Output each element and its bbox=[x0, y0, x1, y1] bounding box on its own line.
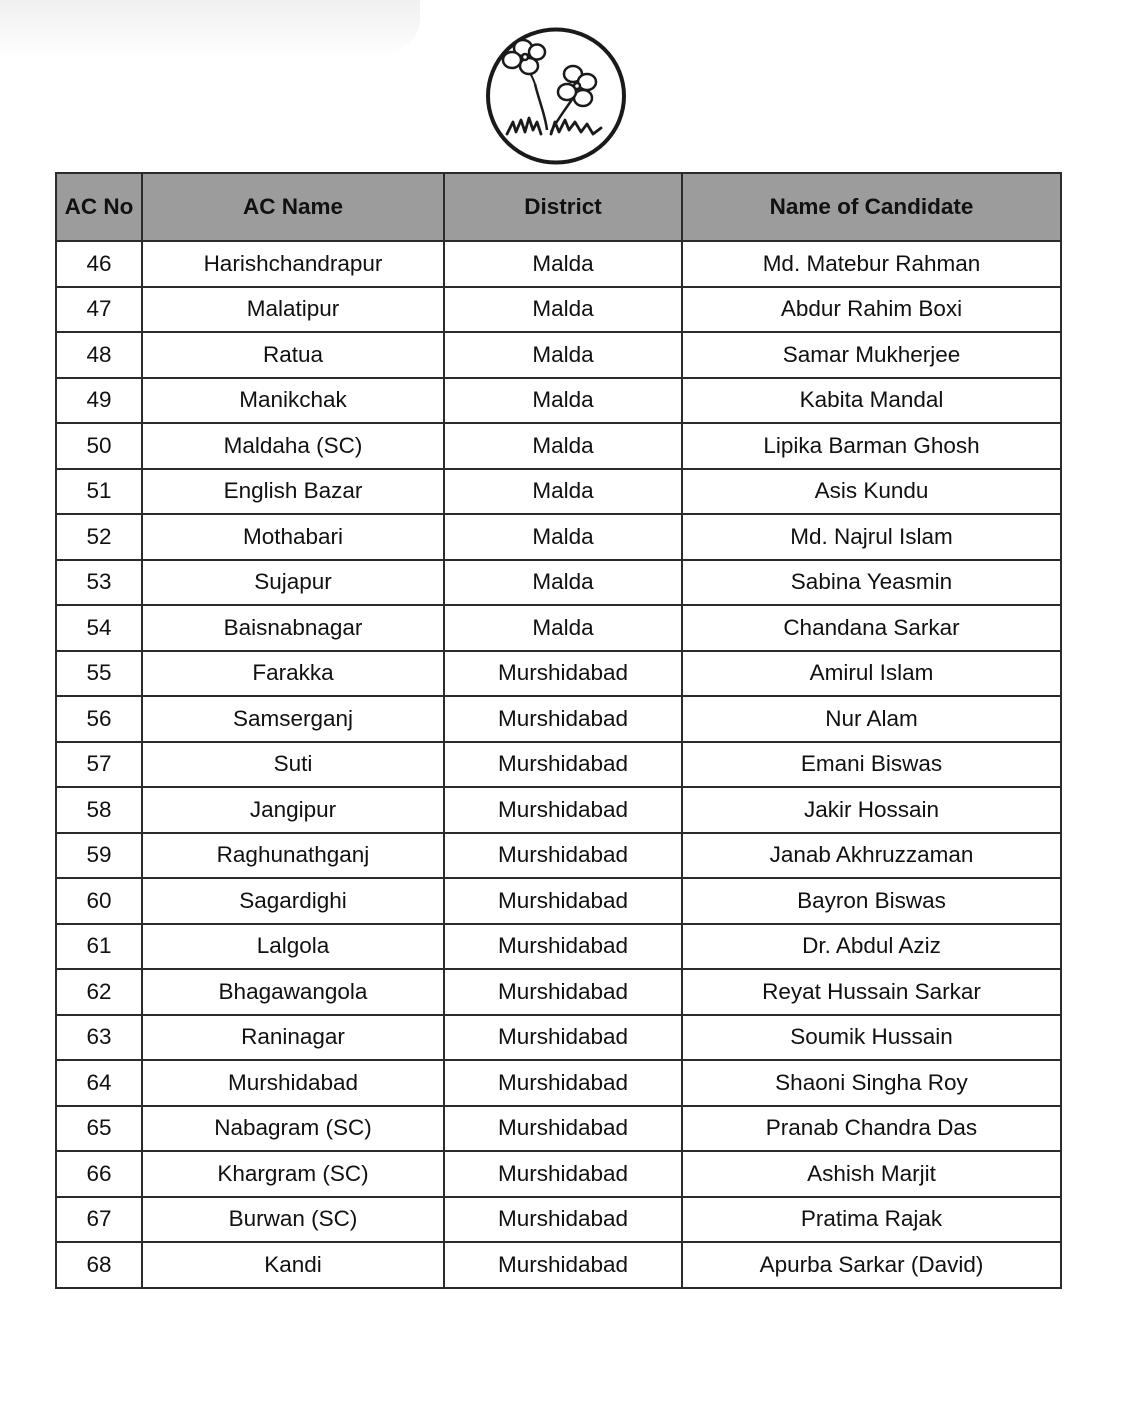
cell-district: Murshidabad bbox=[444, 787, 682, 833]
cell-ac-no: 52 bbox=[56, 514, 142, 560]
table-row bbox=[56, 332, 1061, 378]
cell-district: Murshidabad bbox=[444, 1151, 682, 1197]
cell-ac-name: Sujapur bbox=[142, 560, 444, 606]
cell-ac-no: 47 bbox=[56, 287, 142, 333]
cell-ac-no: 48 bbox=[56, 332, 142, 378]
cell-ac-name: Sagardighi bbox=[142, 878, 444, 924]
cell-district: Malda bbox=[444, 469, 682, 515]
cell-district: Malda bbox=[444, 605, 682, 651]
table-row bbox=[56, 651, 1061, 697]
table-row bbox=[56, 514, 1061, 560]
cell-district: Murshidabad bbox=[444, 742, 682, 788]
cell-ac-name: Raghunathganj bbox=[142, 833, 444, 879]
cell-district: Murshidabad bbox=[444, 878, 682, 924]
cell-district: Malda bbox=[444, 332, 682, 378]
cell-district: Murshidabad bbox=[444, 1106, 682, 1152]
table-row bbox=[56, 696, 1061, 742]
cell-district: Murshidabad bbox=[444, 1242, 682, 1288]
cell-candidate: Amirul Islam bbox=[682, 651, 1061, 697]
table-row bbox=[56, 1197, 1061, 1243]
cell-ac-no: 53 bbox=[56, 560, 142, 606]
cell-candidate: Md. Matebur Rahman bbox=[682, 241, 1061, 287]
cell-candidate: Abdur Rahim Boxi bbox=[682, 287, 1061, 333]
cell-ac-name: Suti bbox=[142, 742, 444, 788]
table-row bbox=[56, 969, 1061, 1015]
table-row bbox=[56, 1015, 1061, 1061]
cell-candidate: Jakir Hossain bbox=[682, 787, 1061, 833]
cell-candidate: Asis Kundu bbox=[682, 469, 1061, 515]
cell-candidate: Nur Alam bbox=[682, 696, 1061, 742]
cell-candidate: Kabita Mandal bbox=[682, 378, 1061, 424]
cell-ac-no: 61 bbox=[56, 924, 142, 970]
cell-candidate: Reyat Hussain Sarkar bbox=[682, 969, 1061, 1015]
cell-ac-name: Samserganj bbox=[142, 696, 444, 742]
cell-ac-name: Burwan (SC) bbox=[142, 1197, 444, 1243]
cell-ac-name: Manikchak bbox=[142, 378, 444, 424]
cell-ac-name: Harishchandrapur bbox=[142, 241, 444, 287]
cell-candidate: Sabina Yeasmin bbox=[682, 560, 1061, 606]
cell-ac-name: Maldaha (SC) bbox=[142, 423, 444, 469]
cell-candidate: Bayron Biswas bbox=[682, 878, 1061, 924]
cell-district: Murshidabad bbox=[444, 1060, 682, 1106]
table-row bbox=[56, 423, 1061, 469]
cell-district: Murshidabad bbox=[444, 969, 682, 1015]
cell-ac-no: 67 bbox=[56, 1197, 142, 1243]
table-row bbox=[56, 560, 1061, 606]
table-row bbox=[56, 378, 1061, 424]
cell-ac-no: 49 bbox=[56, 378, 142, 424]
cell-ac-name: Farakka bbox=[142, 651, 444, 697]
cell-ac-no: 51 bbox=[56, 469, 142, 515]
cell-ac-no: 59 bbox=[56, 833, 142, 879]
cell-ac-no: 64 bbox=[56, 1060, 142, 1106]
cell-candidate: Pranab Chandra Das bbox=[682, 1106, 1061, 1152]
cell-ac-no: 54 bbox=[56, 605, 142, 651]
cell-candidate: Soumik Hussain bbox=[682, 1015, 1061, 1061]
table-row bbox=[56, 469, 1061, 515]
page-shadow bbox=[0, 0, 420, 60]
cell-candidate: Ashish Marjit bbox=[682, 1151, 1061, 1197]
table-row bbox=[56, 1060, 1061, 1106]
header-district: District bbox=[444, 173, 682, 241]
table-row bbox=[56, 742, 1061, 788]
cell-ac-name: Jangipur bbox=[142, 787, 444, 833]
cell-district: Malda bbox=[444, 378, 682, 424]
cell-ac-no: 60 bbox=[56, 878, 142, 924]
cell-district: Malda bbox=[444, 287, 682, 333]
cell-ac-name: Bhagawangola bbox=[142, 969, 444, 1015]
cell-ac-name: Murshidabad bbox=[142, 1060, 444, 1106]
table-row bbox=[56, 1151, 1061, 1197]
cell-candidate: Janab Akhruzzaman bbox=[682, 833, 1061, 879]
table-row bbox=[56, 605, 1061, 651]
header-candidate: Name of Candidate bbox=[682, 173, 1061, 241]
cell-candidate: Dr. Abdul Aziz bbox=[682, 924, 1061, 970]
cell-ac-name: Raninagar bbox=[142, 1015, 444, 1061]
cell-ac-no: 63 bbox=[56, 1015, 142, 1061]
cell-ac-no: 62 bbox=[56, 969, 142, 1015]
cell-ac-no: 56 bbox=[56, 696, 142, 742]
table-row bbox=[56, 1106, 1061, 1152]
cell-ac-name: Lalgola bbox=[142, 924, 444, 970]
cell-candidate: Shaoni Singha Roy bbox=[682, 1060, 1061, 1106]
cell-ac-no: 58 bbox=[56, 787, 142, 833]
grass-flower-emblem-icon bbox=[485, 26, 627, 166]
cell-ac-name: Malatipur bbox=[142, 287, 444, 333]
cell-ac-no: 65 bbox=[56, 1106, 142, 1152]
cell-ac-no: 46 bbox=[56, 241, 142, 287]
cell-district: Murshidabad bbox=[444, 924, 682, 970]
header-ac-name: AC Name bbox=[142, 173, 444, 241]
cell-ac-name: English Bazar bbox=[142, 469, 444, 515]
table-row bbox=[56, 1242, 1061, 1288]
cell-district: Malda bbox=[444, 560, 682, 606]
header-row bbox=[56, 173, 1061, 241]
cell-district: Murshidabad bbox=[444, 1015, 682, 1061]
cell-district: Murshidabad bbox=[444, 651, 682, 697]
cell-ac-name: Ratua bbox=[142, 332, 444, 378]
cell-ac-no: 50 bbox=[56, 423, 142, 469]
cell-ac-no: 57 bbox=[56, 742, 142, 788]
candidate-table bbox=[55, 172, 1062, 1289]
cell-candidate: Emani Biswas bbox=[682, 742, 1061, 788]
cell-district: Malda bbox=[444, 514, 682, 560]
cell-ac-no: 66 bbox=[56, 1151, 142, 1197]
cell-candidate: Apurba Sarkar (David) bbox=[682, 1242, 1061, 1288]
cell-ac-name: Nabagram (SC) bbox=[142, 1106, 444, 1152]
cell-candidate: Lipika Barman Ghosh bbox=[682, 423, 1061, 469]
cell-candidate: Pratima Rajak bbox=[682, 1197, 1061, 1243]
table-row bbox=[56, 287, 1061, 333]
cell-ac-name: Mothabari bbox=[142, 514, 444, 560]
table-row bbox=[56, 787, 1061, 833]
table-row bbox=[56, 924, 1061, 970]
cell-candidate: Samar Mukherjee bbox=[682, 332, 1061, 378]
cell-ac-no: 68 bbox=[56, 1242, 142, 1288]
cell-district: Murshidabad bbox=[444, 696, 682, 742]
table-row bbox=[56, 833, 1061, 879]
cell-candidate: Md. Najrul Islam bbox=[682, 514, 1061, 560]
table-row bbox=[56, 878, 1061, 924]
table-row bbox=[56, 241, 1061, 287]
cell-ac-no: 55 bbox=[56, 651, 142, 697]
cell-ac-name: Kandi bbox=[142, 1242, 444, 1288]
cell-candidate: Chandana Sarkar bbox=[682, 605, 1061, 651]
cell-district: Murshidabad bbox=[444, 1197, 682, 1243]
cell-district: Malda bbox=[444, 241, 682, 287]
cell-ac-name: Baisnabnagar bbox=[142, 605, 444, 651]
cell-district: Malda bbox=[444, 423, 682, 469]
cell-ac-name: Khargram (SC) bbox=[142, 1151, 444, 1197]
header-ac-no: AC No bbox=[56, 173, 142, 241]
cell-district: Murshidabad bbox=[444, 833, 682, 879]
